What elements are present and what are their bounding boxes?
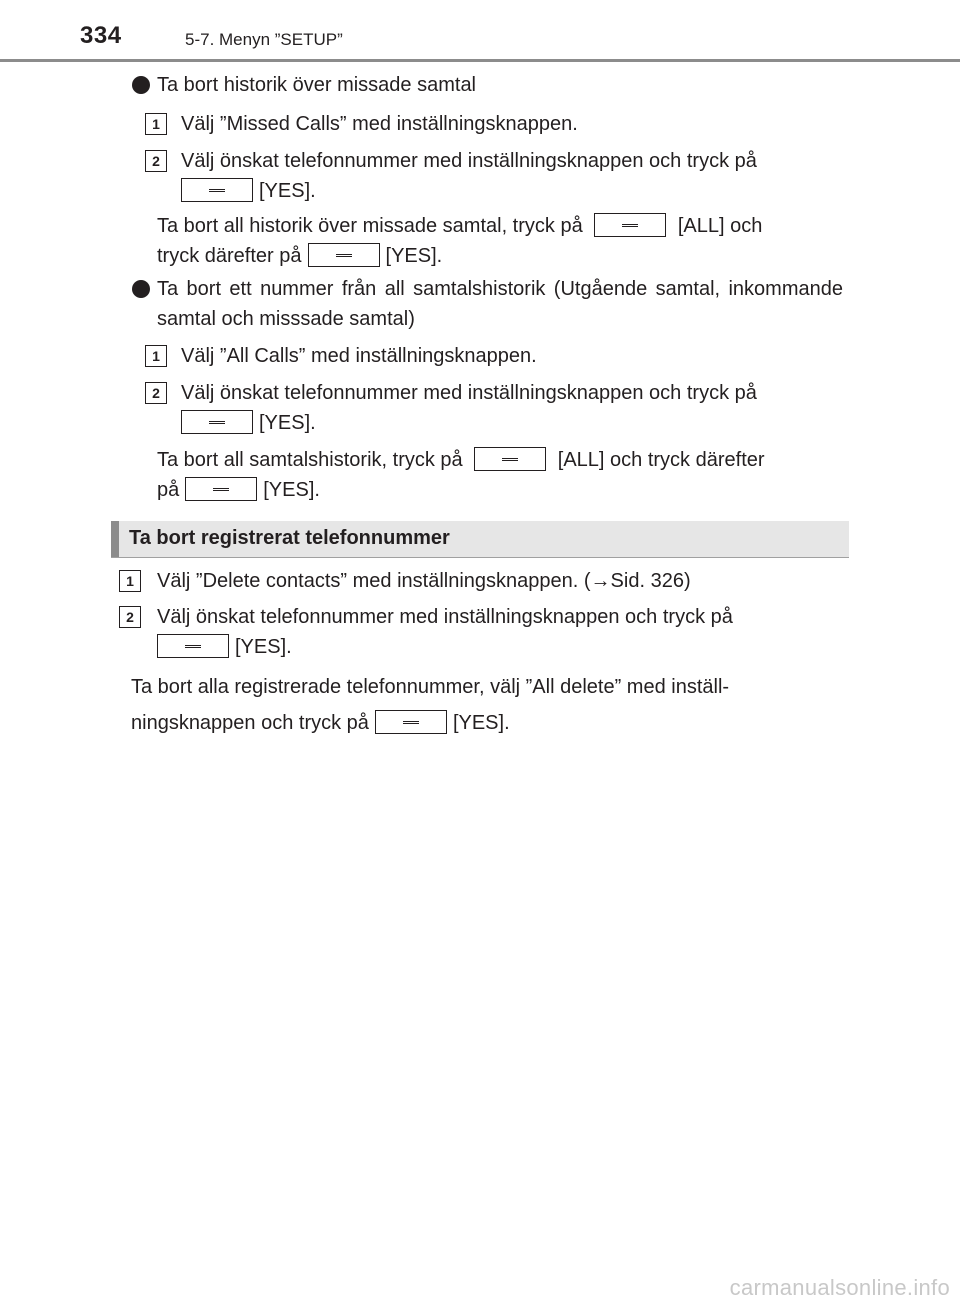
- button-label: [YES].: [235, 636, 292, 658]
- button-label: [YES].: [259, 412, 316, 434]
- step-text: [181, 146, 843, 176]
- control-button-icon: [181, 178, 253, 202]
- step-text-line: Välj önskat telefonnummer med inställningsknappen och tryck på: [181, 382, 757, 404]
- heading-accent: [111, 521, 119, 557]
- note-text: ningsknappen och tryck på: [131, 712, 369, 734]
- step-number-badge: 2: [145, 150, 167, 172]
- control-button-icon: [474, 447, 546, 471]
- step-number-badge: 1: [145, 113, 167, 135]
- section-label: 5-7. Menyn ”SETUP”: [185, 30, 343, 49]
- step-number-badge: 1: [145, 345, 167, 367]
- step-number-badge: 2: [119, 606, 141, 628]
- step-text-continued: [181, 176, 316, 206]
- page-header: [0, 0, 960, 52]
- watermark: carmanualsonline.info: [729, 1275, 950, 1300]
- note-text: på: [157, 479, 180, 501]
- note-text: [ALL] och tryck därefter: [557, 449, 765, 471]
- bullet-text: Ta bort historik över missade samtal: [157, 74, 477, 96]
- step-text-continued: [157, 632, 292, 662]
- step-number-badge: 2: [145, 382, 167, 404]
- bullet-text: Ta bort ett nummer från all samtalshistorik (Utgående samtal, inkommande samtal och misssade samtal): [157, 278, 843, 330]
- section-heading: Ta bort registrerat telefonnummer: [129, 527, 450, 549]
- note-paragraph-continued: [131, 705, 510, 741]
- note-paragraph: [157, 445, 843, 475]
- bullet-icon: [132, 280, 150, 298]
- note-text: tryck därefter på: [157, 245, 302, 267]
- page-number: 334: [80, 22, 122, 49]
- step-text-line: Välj önskat telefonnummer med inställningsknappen och tryck på: [181, 150, 757, 172]
- header-rule: [0, 59, 960, 62]
- step-text: Välj ”All Calls” med inställningsknappen.: [181, 345, 537, 367]
- control-button-icon: [308, 243, 380, 267]
- step-text: [181, 378, 843, 408]
- step-text-line: Välj önskat telefonnummer med inställningsknappen och tryck på: [157, 606, 733, 628]
- button-label: [YES].: [259, 180, 316, 202]
- step-text: Välj ”Delete contacts” med inställningsknappen. (→Sid. 326): [157, 570, 691, 592]
- control-button-icon: [157, 634, 229, 658]
- step-number-badge: 1: [119, 570, 141, 592]
- control-button-icon: [185, 477, 257, 501]
- note-text: Ta bort all historik över missade samtal, tryck på: [157, 215, 583, 237]
- step-text: [157, 602, 843, 632]
- note-paragraph: Ta bort alla registrerade telefonnummer, välj ”All delete” med inställ-: [131, 676, 730, 698]
- note-paragraph-continued: [157, 475, 320, 505]
- note-text: [YES].: [385, 245, 443, 267]
- note-text: Ta bort all samtalshistorik, tryck på: [157, 449, 463, 471]
- note-paragraph: [157, 211, 843, 241]
- note-text: [YES].: [452, 712, 510, 734]
- control-button-icon: [181, 410, 253, 434]
- note-text: [ALL] och: [677, 215, 763, 237]
- control-button-icon: [594, 213, 666, 237]
- control-button-icon: [375, 710, 447, 734]
- step-text-continued: [181, 408, 316, 438]
- section-heading-bar: [111, 521, 849, 558]
- note-text: [YES].: [263, 479, 320, 501]
- bullet-icon: [132, 76, 150, 94]
- step-text: Välj ”Missed Calls” med inställningsknappen.: [181, 113, 578, 135]
- note-paragraph-continued: [157, 241, 442, 271]
